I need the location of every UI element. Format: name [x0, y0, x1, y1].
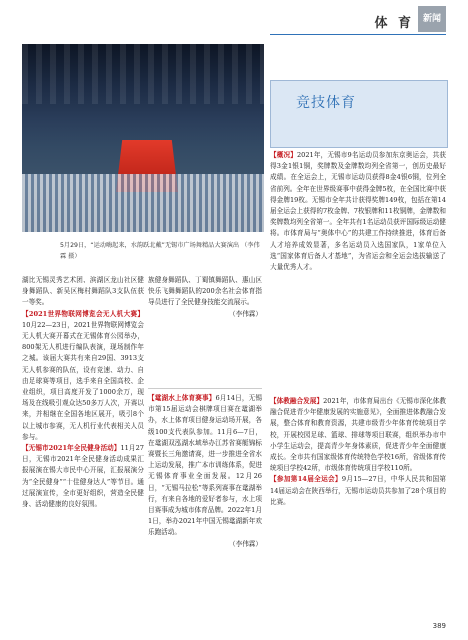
col3-text-2: 2021年，市体育局出台《无锡市深化体教融合促进青少年健康发展的实施意见》，全面推进体教融合发展，整合体育和教育资源，共建市级青少年体育传统项目学校，开展校园足球、篮球、排球等项目联赛，组织举办市中小学生运动会，提高青少年身体素质，促进青少年全面健康成长。全市共有国家级体育传统特色学校16所，省级体育传统项目学校42所，市级体育传统项目学校110所。 [270, 397, 447, 473]
col3-text-3: 9月15—27日，中华人民共和国第14届运动会在陕西举行，无锡市运动员共参加了28个项目的比赛。 [270, 475, 446, 506]
column-2-lower [148, 393, 262, 550]
col3-para-1 [270, 150, 446, 273]
column-3 [270, 150, 446, 273]
col2-text-1: 6月14日，无锡市第15届运动会棋牌项目赛在鼋湖举办，水上体育项目健身运动场开展，各级100支代表队参加。11月6—7日，在鼋湖双泓湖水域举办江苏省赛艇锦标赛暨长三角邀请赛，进一步推进全省水上运动发展，推广本市训练体系，促进无锡体育事业全面发展。12月26日，“无锡马拉松”等系列赛事在鼋湖举行，有来自各地的爱好者参与，水上项目赛事成为城市体育品牌。2022年1月1日，举办2021年中国无锡鼋湖新年欢乐跑活动。 [148, 394, 262, 537]
col3-lead-2: 【体教融合发展】 [270, 397, 324, 405]
section-logo: 新闻 [418, 6, 446, 32]
event-photo [22, 44, 264, 232]
col3-para-3 [270, 474, 446, 508]
col1-text-2: 11月27日，无锡市2021年全民健身活动成果汇报展演在锡大市民中心开展，汇报展演分为“全民健身”“十佳健身达人”等节目。通过展演宣传，全市更好组织，营造全民健身、活动健康的良好氛围。 [22, 444, 144, 509]
caption-text: 5月29日，“运动嗨起来，水韵跃北戴”无锡市广场舞精品大赛演出 [60, 242, 240, 249]
col3-para-2 [270, 396, 446, 474]
col2-credit: （李伟霖） [229, 309, 262, 318]
header-rule [270, 34, 446, 35]
col2-lead-1: 【鼋湖水上体育赛事】 [148, 394, 216, 402]
col1-text-1: 10月22—23日，2021世界物联网博览会无人机大赛开幕式在无锡体育公园举办，800架无人机进行编队表演，现场制作年之城。该届大赛共有来自29国、3913支无人机参赛的队伍，设有竞速、动力、自由足球赛等项目，选手来自全国高校、企业组织，项目高度开发了1000余万，现场及在线吸引观众达50多万人次，开赛以来，并相继在全国各地区展开，吸引8个以上城市参赛，无人机行业代表相关人员参与。 [22, 320, 144, 441]
stage-lights [22, 44, 264, 104]
col3-lead-1: 【概况】 [270, 151, 297, 159]
col1-lead-2: 【无锡市2021年全民健身活动】 [22, 444, 121, 453]
col1-para-2 [22, 443, 144, 510]
col2-intro: 族健身舞蹈队、丁蜀镇舞蹈队、惠山区快乐飞舞舞蹈队的200余名社会体育指导员进行了全民健身技能交流展示。 [148, 276, 262, 307]
col1-para-1 [22, 309, 144, 443]
section-title: 体 育 [374, 16, 414, 31]
col2-credit-2: （李伟霖） [229, 539, 262, 548]
page-header [0, 0, 468, 40]
section-box [270, 80, 448, 148]
col3-lead-3: 【参加第14届全运会】 [270, 475, 342, 484]
col1-intro: 湖比无锡灵秀艺术团、滨湖区龙山社区健身舞蹈队、新吴区梅村舞蹈队3支队伍获一等奖。 [22, 276, 144, 307]
column-3-lower [270, 396, 446, 508]
section-box-title: 竞技体育 [296, 95, 356, 111]
column-2 [148, 275, 262, 320]
photo-caption [60, 240, 264, 262]
col3-text-1: 2021年，无锡市9名运动员参加东京奥运会，共获得3金1银1铜，奖牌数及金牌数均列全省第一，创历史最好成绩。在全运会上，无锡市运动员获得8金4银6铜，位列全省前列。全年在世界级赛事中获得金牌5枚，在全国比赛中获得金牌19枚。无锡市全年共计获得奖牌149枚，包括在第14届全运会上获得的7枚金牌、7枚银牌和11枚铜牌，金牌数和奖牌数均列全省第一。全年共有1名运动员获评国际级运动健将。市体育局与“奥体中心”的共建工作持续推进，体育后备人才培养成效显著，多名运动员入选国家队，1家单位入选“国家体育后备人才基地”，为省运会和全运会选拔输送了大量优秀人才。 [270, 151, 446, 272]
caption-credit: （李伟霖 摄） [60, 242, 260, 260]
column-1 [22, 275, 144, 510]
column-divider [148, 388, 262, 389]
performers-crowd [22, 174, 264, 232]
col2-para-1 [148, 393, 262, 539]
page-number: 389 [432, 622, 446, 630]
col1-lead-1: 【2021世界物联网博览会无人机大赛】 [22, 309, 144, 318]
